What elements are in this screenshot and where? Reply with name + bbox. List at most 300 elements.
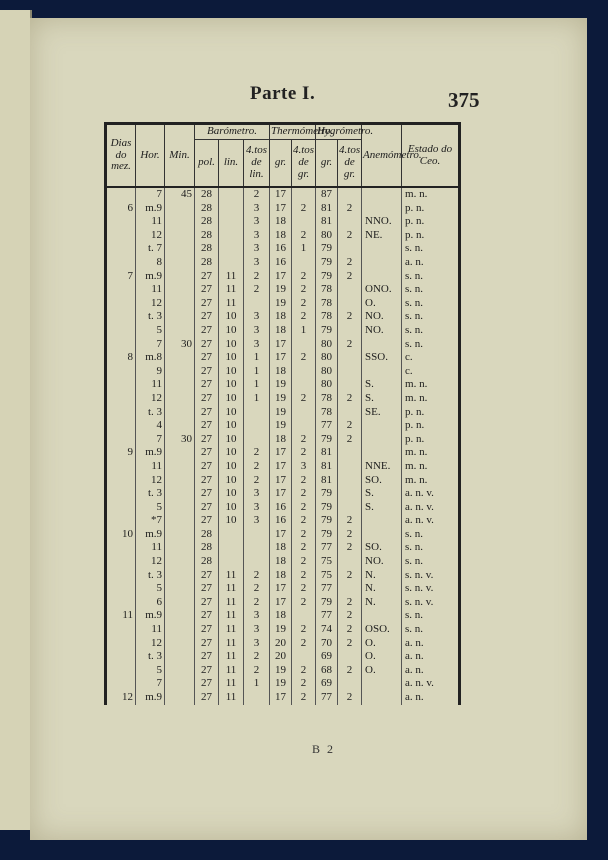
- signature-mark: B 2: [312, 742, 336, 756]
- cell-wind: N.: [362, 596, 402, 610]
- cell-th-quartos: 3: [292, 460, 316, 474]
- cell-hy-quartos: 2: [338, 392, 362, 406]
- cell-hy-gr: 70: [316, 637, 338, 651]
- cell-bar-lin: [219, 187, 244, 202]
- cell-sky: m. n.: [402, 392, 460, 406]
- cell-hour: 5: [136, 664, 165, 678]
- cell-wind: SO.: [362, 541, 402, 555]
- cell-th-gr: 17: [270, 202, 292, 216]
- cell-sky: a. n. v.: [402, 487, 460, 501]
- cell-th-quartos: 2: [292, 202, 316, 216]
- cell-bar-pol: 27: [195, 514, 219, 528]
- cell-bar-pol: 28: [195, 528, 219, 542]
- cell-th-quartos: 2: [292, 487, 316, 501]
- cell-bar-pol: 28: [195, 202, 219, 216]
- cell-bar-lin: 10: [219, 365, 244, 379]
- header-row-1: [106, 124, 460, 140]
- cell-th-gr: 17: [270, 338, 292, 352]
- cell-day: [106, 406, 136, 420]
- cell-sky: a. n. v.: [402, 501, 460, 515]
- cell-minute: [165, 582, 195, 596]
- cell-th-gr: 17: [270, 270, 292, 284]
- cell-hy-gr: 79: [316, 514, 338, 528]
- cell-th-quartos: [292, 365, 316, 379]
- table-row: [106, 310, 460, 324]
- cell-th-quartos: [292, 187, 316, 202]
- cell-sky: p. n.: [402, 433, 460, 447]
- cell-sky: c.: [402, 351, 460, 365]
- cell-bar-quartos: 2: [244, 569, 270, 583]
- cell-hy-gr: 78: [316, 297, 338, 311]
- cell-bar-pol: 27: [195, 338, 219, 352]
- cell-day: [106, 623, 136, 637]
- table-row: [106, 406, 460, 420]
- cell-hour: 4: [136, 419, 165, 433]
- cell-minute: [165, 609, 195, 623]
- cell-bar-quartos: 2: [244, 460, 270, 474]
- cell-bar-lin: 11: [219, 637, 244, 651]
- cell-bar-quartos: [244, 528, 270, 542]
- header-hor: Hor.: [136, 124, 165, 188]
- cell-hy-gr: 75: [316, 555, 338, 569]
- cell-bar-pol: 27: [195, 637, 219, 651]
- cell-hour: m.8: [136, 351, 165, 365]
- cell-minute: [165, 460, 195, 474]
- cell-hour: 12: [136, 229, 165, 243]
- table-row: [106, 677, 460, 691]
- table-row: [106, 555, 460, 569]
- cell-th-gr: 18: [270, 324, 292, 338]
- cell-hy-gr: 81: [316, 446, 338, 460]
- cell-sky: m. n.: [402, 474, 460, 488]
- cell-day: [106, 310, 136, 324]
- table-row: [106, 215, 460, 229]
- cell-th-quartos: [292, 406, 316, 420]
- cell-sky: a. n.: [402, 256, 460, 270]
- cell-bar-lin: [219, 555, 244, 569]
- cell-wind: NO.: [362, 555, 402, 569]
- cell-sky: p. n.: [402, 215, 460, 229]
- cell-bar-lin: 10: [219, 446, 244, 460]
- cell-minute: [165, 229, 195, 243]
- cell-hy-quartos: 2: [338, 419, 362, 433]
- cell-th-quartos: 2: [292, 229, 316, 243]
- cell-sky: a. n.: [402, 650, 460, 664]
- cell-hy-gr: 81: [316, 474, 338, 488]
- cell-hy-quartos: [338, 215, 362, 229]
- table-row: [106, 283, 460, 297]
- cell-th-quartos: 2: [292, 392, 316, 406]
- cell-th-gr: 19: [270, 406, 292, 420]
- cell-th-quartos: 1: [292, 242, 316, 256]
- cell-hour: 5: [136, 582, 165, 596]
- cell-hour: m.9: [136, 270, 165, 284]
- cell-hy-quartos: [338, 555, 362, 569]
- cell-bar-lin: 11: [219, 664, 244, 678]
- cell-hy-gr: 78: [316, 283, 338, 297]
- cell-bar-lin: 11: [219, 609, 244, 623]
- cell-bar-quartos: 2: [244, 474, 270, 488]
- table-row: [106, 433, 460, 447]
- cell-day: [106, 501, 136, 515]
- header-min: Min.: [165, 124, 195, 188]
- cell-hour: 11: [136, 283, 165, 297]
- cell-hy-gr: 78: [316, 392, 338, 406]
- cell-hour: 12: [136, 555, 165, 569]
- cell-bar-quartos: [244, 555, 270, 569]
- table-row: [106, 351, 460, 365]
- cell-hour: m.9: [136, 528, 165, 542]
- cell-bar-quartos: 2: [244, 582, 270, 596]
- cell-th-gr: 16: [270, 256, 292, 270]
- cell-bar-quartos: 3: [244, 215, 270, 229]
- cell-minute: [165, 378, 195, 392]
- header-dias: Dias do mez.: [106, 124, 136, 188]
- cell-day: [106, 324, 136, 338]
- cell-hour: 9: [136, 365, 165, 379]
- cell-hy-quartos: [338, 351, 362, 365]
- cell-minute: [165, 637, 195, 651]
- cell-hour: t. 3: [136, 487, 165, 501]
- cell-bar-pol: 27: [195, 582, 219, 596]
- cell-hy-gr: 79: [316, 528, 338, 542]
- cell-hour: 5: [136, 501, 165, 515]
- cell-th-quartos: 2: [292, 569, 316, 583]
- table-row: [106, 256, 460, 270]
- cell-sky: s. n. v.: [402, 582, 460, 596]
- table-row: [106, 569, 460, 583]
- cell-hy-quartos: 2: [338, 433, 362, 447]
- cell-hy-quartos: [338, 378, 362, 392]
- cell-day: [106, 283, 136, 297]
- cell-th-quartos: 2: [292, 297, 316, 311]
- cell-hy-gr: 79: [316, 256, 338, 270]
- cell-th-quartos: 2: [292, 541, 316, 555]
- header-hy-quartos: 4.tos de gr.: [338, 139, 362, 187]
- cell-hy-gr: 78: [316, 310, 338, 324]
- cell-minute: [165, 365, 195, 379]
- cell-hour: m.9: [136, 446, 165, 460]
- cell-bar-lin: 10: [219, 419, 244, 433]
- cell-wind: [362, 677, 402, 691]
- cell-hy-gr: 81: [316, 215, 338, 229]
- table-row: [106, 460, 460, 474]
- cell-day: [106, 256, 136, 270]
- cell-th-gr: 19: [270, 378, 292, 392]
- cell-sky: s. n. v.: [402, 569, 460, 583]
- cell-hy-gr: 68: [316, 664, 338, 678]
- cell-hy-quartos: [338, 242, 362, 256]
- header-anemometro: Anemómetro.: [362, 124, 402, 188]
- cell-hy-quartos: [338, 406, 362, 420]
- cell-th-quartos: 2: [292, 596, 316, 610]
- cell-hy-gr: 77: [316, 691, 338, 705]
- cell-wind: OSO.: [362, 623, 402, 637]
- cell-hy-gr: 80: [316, 365, 338, 379]
- header-th-quartos: 4.tos de gr.: [292, 139, 316, 187]
- table-row: [106, 338, 460, 352]
- table-row: [106, 664, 460, 678]
- cell-bar-lin: 10: [219, 338, 244, 352]
- cell-day: [106, 419, 136, 433]
- cell-bar-lin: 10: [219, 392, 244, 406]
- cell-wind: S.: [362, 487, 402, 501]
- cell-bar-lin: 10: [219, 324, 244, 338]
- cell-wind: ONO.: [362, 283, 402, 297]
- cell-th-gr: 19: [270, 623, 292, 637]
- cell-bar-lin: [219, 202, 244, 216]
- cell-day: [106, 229, 136, 243]
- table-row: [106, 650, 460, 664]
- cell-minute: 30: [165, 433, 195, 447]
- cell-day: [106, 187, 136, 202]
- cell-sky: a. n. v.: [402, 677, 460, 691]
- cell-bar-quartos: 1: [244, 392, 270, 406]
- cell-bar-lin: [219, 541, 244, 555]
- cell-bar-pol: 28: [195, 555, 219, 569]
- cell-hy-quartos: 2: [338, 623, 362, 637]
- cell-bar-lin: 10: [219, 487, 244, 501]
- cell-day: [106, 378, 136, 392]
- cell-th-gr: 19: [270, 664, 292, 678]
- cell-sky: s. n.: [402, 297, 460, 311]
- cell-day: [106, 677, 136, 691]
- cell-bar-pol: 27: [195, 433, 219, 447]
- table-row: [106, 528, 460, 542]
- cell-bar-pol: 27: [195, 297, 219, 311]
- cell-bar-quartos: 1: [244, 365, 270, 379]
- cell-th-quartos: [292, 419, 316, 433]
- cell-th-gr: 18: [270, 365, 292, 379]
- cell-wind: NO.: [362, 324, 402, 338]
- cell-minute: [165, 419, 195, 433]
- cell-sky: p. n.: [402, 406, 460, 420]
- table-row: [106, 637, 460, 651]
- cell-hy-gr: 80: [316, 229, 338, 243]
- cell-bar-lin: 11: [219, 596, 244, 610]
- cell-wind: [362, 433, 402, 447]
- cell-bar-quartos: [244, 433, 270, 447]
- cell-hour: t. 7: [136, 242, 165, 256]
- cell-bar-lin: 11: [219, 283, 244, 297]
- table-row: [106, 365, 460, 379]
- cell-bar-quartos: [244, 541, 270, 555]
- table-row: [106, 419, 460, 433]
- cell-bar-pol: 27: [195, 270, 219, 284]
- cell-hy-quartos: 2: [338, 229, 362, 243]
- cell-hy-gr: 81: [316, 202, 338, 216]
- cell-bar-quartos: 3: [244, 256, 270, 270]
- cell-th-quartos: 2: [292, 310, 316, 324]
- cell-th-quartos: [292, 609, 316, 623]
- cell-minute: [165, 310, 195, 324]
- cell-hour: 11: [136, 460, 165, 474]
- table-row: [106, 270, 460, 284]
- cell-wind: [362, 691, 402, 705]
- cell-th-quartos: [292, 256, 316, 270]
- cell-sky: a. n.: [402, 664, 460, 678]
- cell-bar-pol: 27: [195, 378, 219, 392]
- cell-bar-pol: 27: [195, 392, 219, 406]
- cell-hy-quartos: 2: [338, 256, 362, 270]
- cell-day: [106, 433, 136, 447]
- cell-bar-pol: 27: [195, 677, 219, 691]
- cell-wind: N.: [362, 582, 402, 596]
- cell-bar-pol: 27: [195, 406, 219, 420]
- cell-sky: p. n.: [402, 229, 460, 243]
- cell-bar-pol: 28: [195, 541, 219, 555]
- cell-wind: NNE.: [362, 460, 402, 474]
- cell-bar-quartos: [244, 406, 270, 420]
- cell-wind: SO.: [362, 474, 402, 488]
- cell-bar-pol: 27: [195, 691, 219, 705]
- cell-minute: [165, 242, 195, 256]
- cell-th-gr: 17: [270, 596, 292, 610]
- cell-th-gr: 16: [270, 501, 292, 515]
- cell-minute: [165, 406, 195, 420]
- cell-hour: 8: [136, 256, 165, 270]
- cell-bar-quartos: [244, 297, 270, 311]
- cell-bar-quartos: 2: [244, 187, 270, 202]
- cell-th-gr: 20: [270, 650, 292, 664]
- cell-hy-gr: 69: [316, 677, 338, 691]
- cell-hy-quartos: 2: [338, 596, 362, 610]
- cell-day: [106, 297, 136, 311]
- cell-hy-quartos: [338, 324, 362, 338]
- cell-th-quartos: 2: [292, 270, 316, 284]
- cell-th-gr: 17: [270, 474, 292, 488]
- cell-minute: [165, 446, 195, 460]
- table-row: [106, 596, 460, 610]
- header-hygrometro: Hygrómetro.: [316, 124, 362, 140]
- cell-day: [106, 365, 136, 379]
- cell-sky: p. n.: [402, 202, 460, 216]
- cell-th-gr: 18: [270, 555, 292, 569]
- cell-hour: 12: [136, 637, 165, 651]
- cell-bar-pol: 27: [195, 310, 219, 324]
- cell-bar-pol: 28: [195, 187, 219, 202]
- cell-hy-quartos: 2: [338, 528, 362, 542]
- cell-sky: c.: [402, 365, 460, 379]
- cell-bar-lin: 10: [219, 351, 244, 365]
- cell-th-quartos: 2: [292, 351, 316, 365]
- cell-bar-lin: 11: [219, 691, 244, 705]
- cell-minute: [165, 474, 195, 488]
- cell-day: [106, 555, 136, 569]
- cell-wind: [362, 270, 402, 284]
- cell-sky: s. n.: [402, 242, 460, 256]
- cell-wind: O.: [362, 297, 402, 311]
- cell-minute: [165, 569, 195, 583]
- cell-hy-gr: 80: [316, 351, 338, 365]
- cell-bar-lin: 11: [219, 569, 244, 583]
- cell-wind: [362, 446, 402, 460]
- cell-th-quartos: 2: [292, 582, 316, 596]
- table-row: [106, 541, 460, 555]
- cell-sky: m. n.: [402, 378, 460, 392]
- cell-hy-quartos: [338, 187, 362, 202]
- cell-day: [106, 596, 136, 610]
- cell-wind: SSO.: [362, 351, 402, 365]
- cell-bar-lin: [219, 242, 244, 256]
- cell-bar-lin: 11: [219, 582, 244, 596]
- cell-bar-quartos: 3: [244, 487, 270, 501]
- cell-th-gr: 18: [270, 229, 292, 243]
- cell-bar-quartos: 1: [244, 677, 270, 691]
- cell-th-gr: 19: [270, 392, 292, 406]
- cell-bar-quartos: 3: [244, 229, 270, 243]
- cell-hy-gr: 79: [316, 501, 338, 515]
- cell-sky: s. n.: [402, 541, 460, 555]
- cell-bar-pol: 27: [195, 474, 219, 488]
- cell-day: [106, 541, 136, 555]
- cell-sky: m. n.: [402, 446, 460, 460]
- cell-hy-gr: 79: [316, 242, 338, 256]
- cell-th-gr: 18: [270, 541, 292, 555]
- cell-bar-pol: 27: [195, 460, 219, 474]
- table-row: [106, 202, 460, 216]
- cell-hy-gr: 77: [316, 582, 338, 596]
- cell-bar-lin: [219, 215, 244, 229]
- cell-sky: s. n.: [402, 270, 460, 284]
- cell-th-quartos: 2: [292, 433, 316, 447]
- weather-observations-table: [104, 122, 461, 705]
- cell-hy-quartos: 2: [338, 664, 362, 678]
- cell-hy-gr: 79: [316, 433, 338, 447]
- cell-minute: 30: [165, 338, 195, 352]
- cell-bar-quartos: 3: [244, 514, 270, 528]
- cell-bar-lin: 10: [219, 474, 244, 488]
- cell-hy-gr: 79: [316, 270, 338, 284]
- cell-bar-quartos: 2: [244, 596, 270, 610]
- cell-minute: [165, 650, 195, 664]
- cell-th-quartos: [292, 338, 316, 352]
- cell-day: 8: [106, 351, 136, 365]
- cell-sky: s. n.: [402, 324, 460, 338]
- cell-bar-lin: [219, 528, 244, 542]
- table-row: [106, 187, 460, 202]
- cell-th-gr: 18: [270, 569, 292, 583]
- cell-hy-quartos: [338, 582, 362, 596]
- cell-bar-lin: 11: [219, 297, 244, 311]
- cell-bar-quartos: 1: [244, 351, 270, 365]
- cell-hour: 11: [136, 541, 165, 555]
- left-page-edge: [0, 10, 32, 830]
- cell-th-quartos: 2: [292, 501, 316, 515]
- cell-hy-quartos: [338, 365, 362, 379]
- cell-wind: [362, 256, 402, 270]
- cell-hy-gr: 75: [316, 569, 338, 583]
- cell-hy-gr: 79: [316, 324, 338, 338]
- cell-sky: a. n.: [402, 691, 460, 705]
- running-head: Parte I.: [250, 83, 316, 104]
- cell-minute: [165, 677, 195, 691]
- cell-hy-gr: 78: [316, 406, 338, 420]
- table-row: [106, 324, 460, 338]
- cell-minute: [165, 283, 195, 297]
- cell-minute: [165, 514, 195, 528]
- cell-hy-gr: 77: [316, 419, 338, 433]
- cell-wind: NO.: [362, 310, 402, 324]
- cell-minute: [165, 487, 195, 501]
- cell-hy-gr: 69: [316, 650, 338, 664]
- cell-bar-quartos: 3: [244, 609, 270, 623]
- cell-hour: 7: [136, 187, 165, 202]
- cell-hy-gr: 81: [316, 460, 338, 474]
- cell-hour: 12: [136, 474, 165, 488]
- cell-hour: m.9: [136, 202, 165, 216]
- cell-bar-lin: 10: [219, 310, 244, 324]
